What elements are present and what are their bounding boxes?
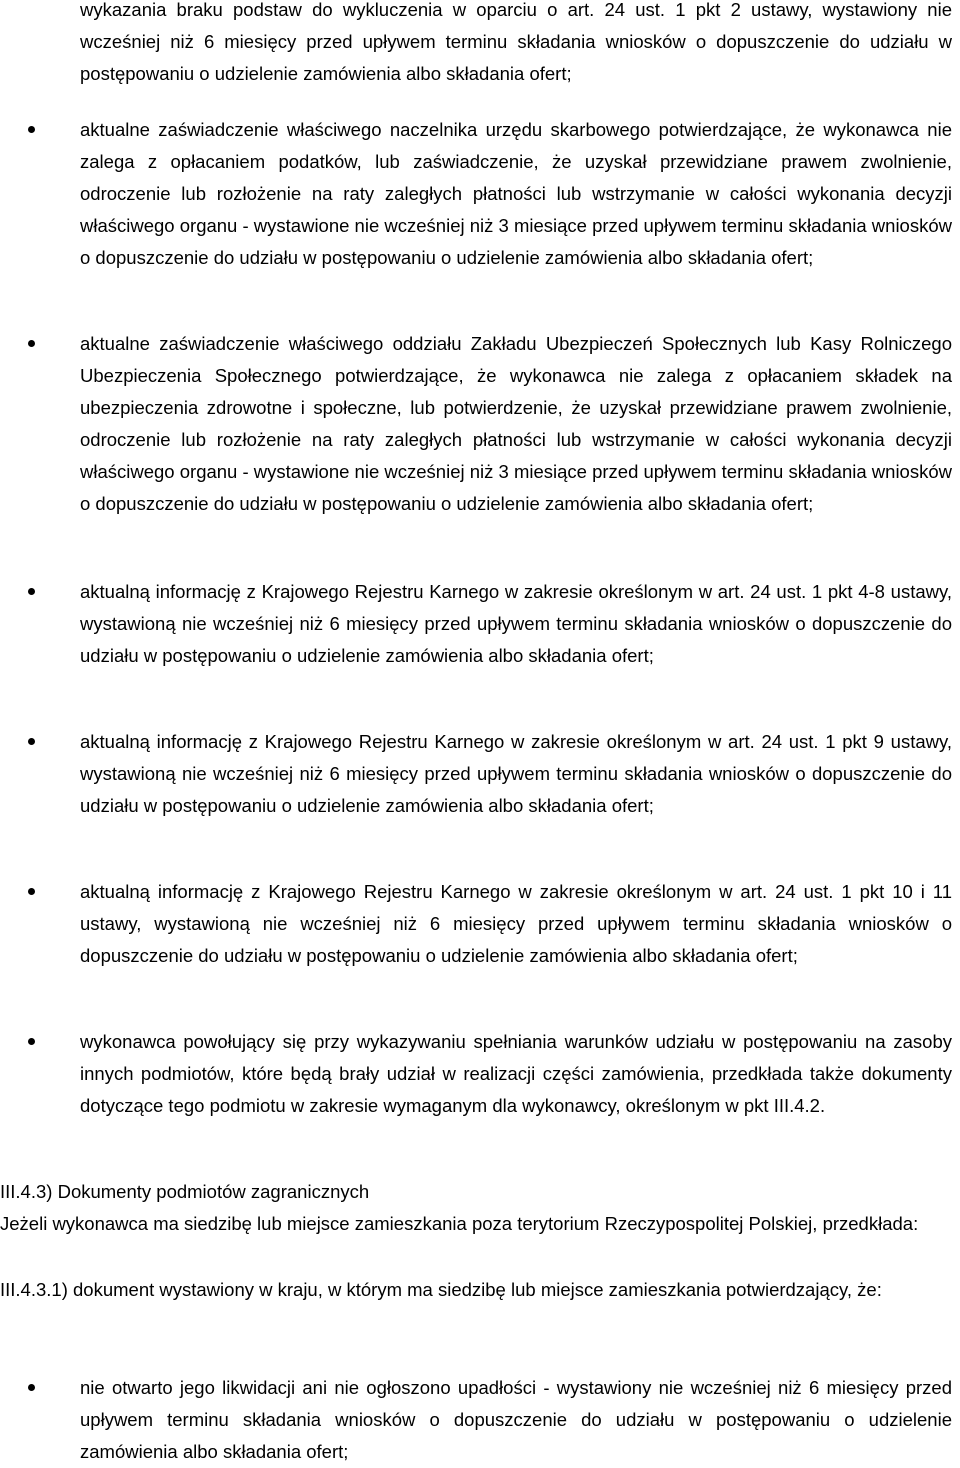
bullet-icon xyxy=(28,1384,35,1391)
subsection-text: III.4.3.1) dokument wystawiony w kraju, w którym ma siedzibę lub miejsce zamieszkania potwierdzający, że: xyxy=(0,1279,882,1300)
bullet-icon xyxy=(28,1038,35,1045)
section-intro: Jeżeli wykonawca ma siedzibę lub miejsce zamieszkania poza terytorium Rzeczypospolitej Polskiej, przedkłada: xyxy=(0,1213,919,1234)
list-item-text: nie otwarto jego likwidacji ani nie ogłoszono upadłości - wystawiony nie wcześniej niż 6 miesięcy przed upływem terminu składania wniosków o dopuszczenie do udziału w postępowaniu o udzielenie zamówienia albo składania ofert; xyxy=(80,1377,952,1462)
section-heading: III.4.3) Dokumenty podmiotów zagranicznych xyxy=(0,1181,370,1202)
list-item-text: wykonawca powołujący się przy wykazywaniu spełniania warunków udziału w postępowaniu na zasoby innych podmiotów, które będą brały udział w realizacji części zamówienia, przedkłada także dokumenty dotyczące tego podmiotu w zakresie wymaganym dla wykonawcy, określonym w pkt III.4.2. xyxy=(80,1031,952,1116)
bullet-icon xyxy=(28,738,35,745)
bullet-icon xyxy=(28,888,35,895)
list-item-text: aktualne zaświadczenie właściwego naczelnika urzędu skarbowego potwierdzające, że wykonawca nie zalega z opłacaniem podatków, lub zaświadczenie, że uzyskał przewidziane prawem zwolnienie, odroczenie lub rozłożenie na raty zaległych płatności lub wstrzymanie w całości wykonania decyzji właściwego organu - wystawione nie wcześniej niż 3 miesiące przed upływem terminu składania wniosków o dopuszczenie do udziału w postępowaniu o udzielenie zamówienia albo składania ofert; xyxy=(80,119,952,268)
bullet-icon xyxy=(28,340,35,347)
list-item-text: aktualne zaświadczenie właściwego oddziału Zakładu Ubezpieczeń Społecznych lub Kasy Rolniczego Ubezpieczenia Społecznego potwierdzające, że wykonawca nie zalega z opłacaniem składek na ubezpieczenia zdrowotne i społeczne, lub potwierdzenie, że uzyskał przewidziane prawem zwolnienie, odroczenie lub rozłożenie na raty zaległych płatności lub wstrzymanie w całości wykonania decyzji właściwego organu - wystawione nie wcześniej niż 3 miesiące przed upływem terminu składania wniosków o dopuszczenie do udziału w postępowaniu o udzielenie zamówienia albo składania ofert; xyxy=(80,333,952,514)
bullet-icon xyxy=(28,588,35,595)
list-item-text: aktualną informację z Krajowego Rejestru Karnego w zakresie określonym w art. 24 ust. 1 pkt 4-8 ustawy, wystawioną nie wcześniej niż 6 miesięcy przed upływem terminu składania wniosków o dopuszczenie do udziału w postępowaniu o udzielenie zamówienia albo składania ofert; xyxy=(80,581,952,666)
continuation-paragraph: wykazania braku podstaw do wykluczenia w oparciu o art. 24 ust. 1 pkt 2 ustawy, wystawiony nie wcześniej niż 6 miesięcy przed upływem terminu składania wniosków o dopuszczenie do udziału w postępowaniu o udzielenie zamówienia albo składania ofert; xyxy=(80,0,952,84)
list-item-text: aktualną informację z Krajowego Rejestru Karnego w zakresie określonym w art. 24 ust. 1 pkt 9 ustawy, wystawioną nie wcześniej niż 6 miesięcy przed upływem terminu składania wniosków o dopuszczenie do udziału w postępowaniu o udzielenie zamówienia albo składania ofert; xyxy=(80,731,952,816)
list-item-text: aktualną informację z Krajowego Rejestru Karnego w zakresie określonym w art. 24 ust. 1 pkt 10 i 11 ustawy, wystawioną nie wcześniej niż 6 miesięcy przed upływem terminu składania wniosków o dopuszczenie do udziału w postępowaniu o udzielenie zamówienia albo składania ofert; xyxy=(80,881,952,966)
bullet-icon xyxy=(28,126,35,133)
